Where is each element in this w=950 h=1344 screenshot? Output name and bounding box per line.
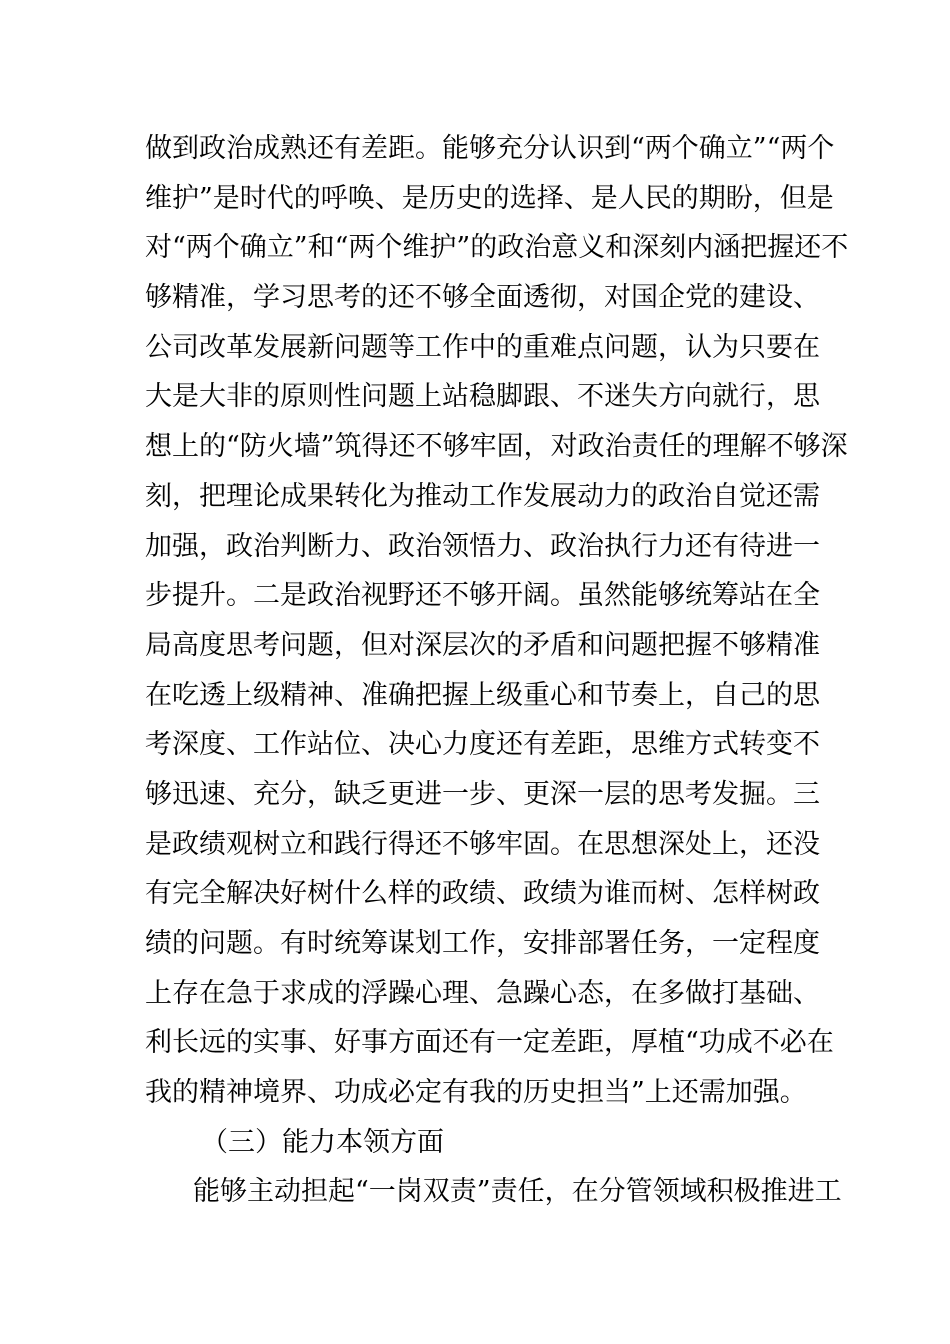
paragraph-line: 绩的问题。有时统筹谋划工作，安排部署任务，一定程度 (145, 928, 820, 959)
paragraph-line: 上存在急于求成的浮躁心理、急躁心态，在多做打基础、 (145, 977, 820, 1009)
paragraph-line: 能够主动担起“一岗双责”责任，在分管领域积极推进工 (193, 1176, 842, 1208)
paragraph-line: 大是大非的原则性问题上站稳脚跟、不迷失方向就行，思 (145, 381, 820, 413)
paragraph-line: 有完全解决好树什么样的政绩、政绩为谁而树、怎样树政 (145, 878, 820, 910)
paragraph-line: 做到政治成熟还有差距。能够充分认识到“两个确立”“两个 (145, 133, 835, 164)
paragraph-line: 想上的“防火墙”筑得还不够牢固，对政治责任的理解不够深 (145, 431, 848, 463)
paragraph-line: 局高度思考问题，但对深层次的矛盾和问题把握不够精准 (145, 629, 820, 661)
paragraph-line: 我的精神境界、功成必定有我的历史担当”上还需加强。 (145, 1077, 807, 1109)
paragraph-line: 步提升。二是政治视野还不够开阔。虽然能够统筹站在全 (145, 580, 820, 612)
paragraph-line: 公司改革发展新问题等工作中的重难点问题，认为只要在 (145, 331, 820, 363)
paragraph-line: 够精准，学习思考的还不够全面透彻，对国企党的建设、 (145, 282, 820, 314)
paragraph-line: 刻，把理论成果转化为推动工作发展动力的政治自觉还需 (145, 480, 820, 512)
paragraph-line: 够迅速、充分，缺乏更进一步、更深一层的思考发掘。三 (145, 778, 820, 810)
document-body (145, 124, 849, 1217)
paragraph-line: 对“两个确立”和“两个维护”的政治意义和深刻内涵把握还不 (145, 232, 849, 264)
paragraph-line: 加强，政治判断力、政治领悟力、政治执行力还有待进一 (145, 530, 820, 562)
paragraph-line: 是政绩观树立和践行得还不够牢固。在思想深处上，还没 (145, 828, 820, 860)
paragraph-line: 维护”是时代的呼唤、是历史的选择、是人民的期盼，但是 (145, 182, 834, 214)
paragraph-line: 在吃透上级精神、准确把握上级重心和节奏上，自己的思 (145, 679, 820, 711)
paragraph-line: 考深度、工作站位、决心力度还有差距，思维方式转变不 (145, 729, 820, 761)
section-heading: （三）能力本领方面 (201, 1126, 444, 1158)
paragraph-line: 利长远的实事、好事方面还有一定差距，厚植“功成不必在 (145, 1027, 834, 1059)
